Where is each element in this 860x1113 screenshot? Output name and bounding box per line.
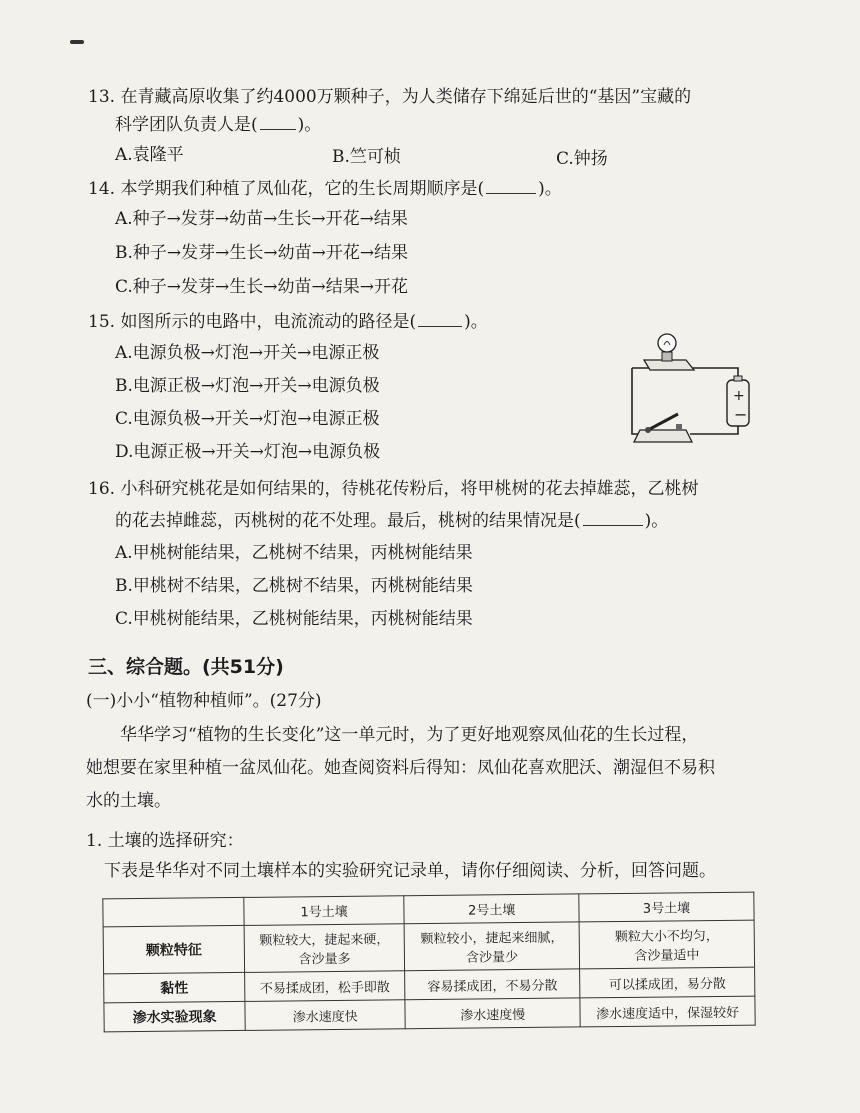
q15-option-c[interactable]: C.电源负极→开关→灯泡→电源正极 [115, 409, 380, 429]
q13-option-b[interactable]: B.竺可桢 [332, 147, 401, 167]
circuit-diagram [610, 330, 760, 450]
q14-option-c[interactable]: C.种子→发芽→生长→幼苗→结果→开花 [115, 277, 409, 297]
table-cell: 不易揉成团，松手即散 [245, 971, 406, 1002]
table-header-soil2: 2号土壤 [404, 894, 579, 924]
table-cell [244, 924, 405, 973]
section3-title: 三、综合题。(共51分) [88, 656, 284, 678]
section3-intro-line3: 水的土壤。 [86, 791, 171, 811]
bulb-socket [662, 352, 672, 361]
cell-line: 颗粒大小不均匀， [614, 928, 719, 946]
table-row [103, 920, 754, 974]
section3-intro-line1: 华华学习“植物的生长变化”这一单元时，为了更好地观察凤仙花的生长过程， [120, 725, 699, 745]
table-cell: 渗水速度适中，保湿较好 [580, 996, 755, 1027]
circuit-wire-top-right [688, 368, 738, 380]
q13-stem-line2 [115, 114, 321, 136]
q15-stem-pre: 15. 如图所示的电路中，电流流动的路径是( [88, 312, 417, 332]
q16-stem-pre: 的花去掉雌蕊，丙桃树的花不处理。最后，桃树的结果情况是( [115, 511, 581, 531]
q16-answer-blank[interactable] [583, 511, 643, 526]
q15-answer-blank[interactable] [418, 312, 462, 327]
q15-option-b[interactable]: B.电源正极→灯泡→开关→电源负极 [115, 376, 380, 396]
table-cell: 渗水速度快 [245, 1000, 406, 1031]
section3-sub1-title: 1. 土壤的选择研究： [86, 831, 244, 851]
q16-option-c[interactable]: C.甲桃树能结果，乙桃树能结果，丙桃树能结果 [115, 609, 473, 629]
cell-line: 颗粒较小，捷起来细腻， [420, 930, 564, 948]
cell-line: 含沙量适中 [634, 948, 700, 964]
q16-option-b[interactable]: B.甲桃树不结果，乙桃树不结果，丙桃树能结果 [115, 576, 473, 596]
section3-sub1-desc: 下表是华华对不同土壤样本的实验研究记录单，请你仔细阅读、分析，回答问题。 [104, 861, 716, 881]
q14-stem [88, 178, 562, 200]
scan-mark [70, 40, 84, 44]
q13-stem-pre: 科学团队负责人是( [115, 115, 258, 135]
table-cell: 容易揉成团，不易分散 [405, 969, 580, 1000]
soil-record-table [102, 892, 755, 1033]
svg-text:+: + [733, 388, 745, 404]
q14-stem-pre: 14. 本学期我们种植了凤仙花，它的生长周期顺序是( [88, 179, 485, 199]
q14-option-b[interactable]: B.种子→发芽→生长→幼苗→开花→结果 [115, 243, 409, 263]
table-header-soil1: 1号土壤 [244, 896, 405, 926]
bulb-icon [658, 334, 676, 352]
q15-stem-post: )。 [464, 312, 488, 332]
circuit-wire-left [632, 368, 650, 434]
q16-option-a[interactable]: A.甲桃树能结果，乙桃树不结果，丙桃树能结果 [115, 543, 473, 563]
row-label-seepage: 渗水实验现象 [104, 1001, 245, 1031]
q14-stem-post: )。 [538, 179, 562, 199]
q13-option-c[interactable]: C.钟扬 [556, 149, 608, 169]
table-cell [579, 920, 754, 969]
table-cell [404, 922, 579, 971]
cell-line: 颗粒较大，捷起来硬， [259, 932, 390, 949]
circuit-wire-bottom-right [690, 426, 738, 434]
q13-answer-blank[interactable] [260, 115, 296, 130]
q13-option-a[interactable]: A.袁隆平 [115, 145, 184, 165]
q13-stem-post: )。 [297, 115, 322, 135]
row-label-particle: 颗粒特征 [103, 925, 244, 973]
switch-base [634, 430, 692, 442]
table-row [104, 996, 755, 1032]
table-cell: 渗水速度慢 [405, 998, 580, 1029]
table-header-soil3: 3号土壤 [579, 892, 754, 922]
svg-text:−: − [734, 405, 748, 424]
q15-option-a[interactable]: A.电源负极→灯泡→开关→电源正极 [115, 343, 380, 363]
row-label-viscosity: 黏性 [104, 972, 245, 1002]
cell-line: 含沙量少 [466, 950, 519, 966]
q13-stem-line1: 13. 在青藏高原收集了约4000万颗种子，为人类储存下绵延后世的“基因”宝藏的 [88, 87, 692, 107]
q14-option-a[interactable]: A.种子→发芽→幼苗→生长→开花→结果 [115, 209, 408, 229]
section3-part1-title: (一)小小“植物种植师”。(27分) [86, 691, 322, 711]
q15-stem [88, 311, 488, 333]
q15-option-d[interactable]: D.电源正极→开关→灯泡→电源负极 [115, 442, 381, 462]
switch-lever [648, 414, 678, 430]
cell-line: 含沙量多 [298, 951, 351, 968]
q16-stem-post: )。 [644, 511, 669, 531]
q14-answer-blank[interactable] [486, 179, 536, 194]
q16-stem-line1: 16. 小科研究桃花是如何结果的，待桃花传粉后，将甲桃树的花去掉雄蕊，乙桃树 [88, 479, 699, 499]
section3-intro-line2: 她想要在家里种植一盆凤仙花。她查阅资料后得知：凤仙花喜欢肥沃、潮湿但不易积 [86, 758, 715, 778]
table-cell: 可以揉成团，易分散 [580, 967, 755, 998]
q16-stem-line2 [115, 510, 668, 532]
table-header-corner [103, 897, 244, 926]
